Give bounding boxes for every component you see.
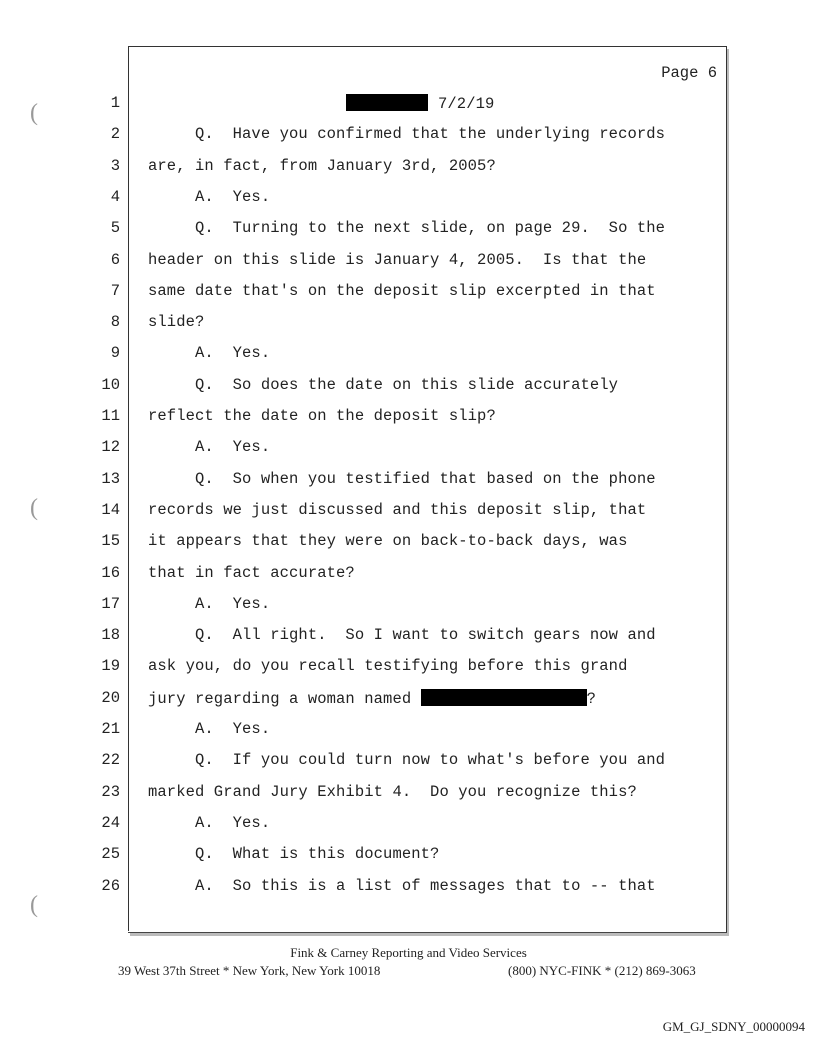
line-text: [148, 125, 665, 143]
line-number: 16: [101, 563, 120, 582]
line-text-content: A. Yes.: [148, 594, 271, 613]
line-text: [148, 501, 646, 519]
line-number: 10: [101, 375, 120, 394]
line-number: 24: [101, 813, 120, 832]
line-text-content: are, in fact, from January 3rd, 2005?: [148, 156, 496, 175]
line-text: [148, 344, 270, 362]
transcript-line: [0, 495, 817, 526]
line-text-content: that in fact accurate?: [148, 563, 355, 582]
line-text: [148, 783, 637, 801]
line-text-content: Q. Have you confirmed that the underlying records: [148, 125, 666, 144]
line-text-content: Q. If you could turn now to what's before you and: [148, 751, 666, 770]
line-text: [148, 407, 496, 425]
line-text: [148, 438, 270, 456]
line-number: 18: [101, 626, 120, 645]
footer-phone: (800) NYC-FINK * (212) 869-3063: [508, 963, 696, 978]
line-text: [148, 689, 596, 708]
line-number: 8: [110, 313, 120, 332]
line-number: 2: [110, 125, 120, 144]
line-text: [148, 657, 627, 675]
transcript-line: [0, 526, 817, 557]
transcript-line: [0, 245, 817, 276]
transcript-line: [0, 871, 817, 902]
line-number: 14: [101, 500, 120, 519]
line-text: [148, 282, 656, 300]
line-text: [148, 595, 270, 613]
transcript-line: [0, 464, 817, 495]
transcript-line: [0, 276, 817, 307]
line-text: [148, 219, 665, 237]
line-text: [148, 814, 270, 832]
line-number: 5: [110, 219, 120, 238]
transcript-line: [0, 370, 817, 401]
line-text-content: A. Yes.: [148, 720, 271, 738]
line-text-content: A. Yes.: [148, 438, 271, 457]
line-number: 22: [101, 751, 120, 770]
line-text: [148, 751, 665, 769]
transcript-line: [0, 777, 817, 808]
transcript-line: [0, 589, 817, 620]
line-text: [148, 188, 270, 206]
transcript-line: [0, 88, 817, 119]
line-number: 20: [101, 688, 120, 707]
line-text-content: A. So this is a list of messages that to -- that: [148, 876, 656, 895]
punch-hole-mark: (: [30, 495, 38, 521]
transcript-line: [0, 432, 817, 463]
line-text-content: Q. So when you testified that based on the phone: [148, 469, 656, 488]
line-text-content: A. Yes.: [148, 344, 271, 363]
line-number: 26: [101, 876, 120, 895]
line-text-content: Q. All right. So I want to switch gears now and: [148, 626, 656, 645]
line-text: [148, 157, 496, 175]
transcript-line: [0, 620, 817, 651]
line-number: 17: [101, 594, 120, 613]
redaction-block: [421, 689, 587, 706]
line-text-content: ask you, do you recall testifying before this grand: [148, 657, 628, 676]
line-text: [148, 251, 646, 269]
page-number: Page 6: [661, 64, 717, 82]
line-text-content: slide?: [148, 313, 205, 332]
transcript-line: [0, 558, 817, 589]
transcript-date: 7/2/19: [438, 95, 495, 113]
line-text-content: Q. What is this document?: [148, 845, 440, 864]
transcript-line: [0, 651, 817, 682]
line-number: 6: [110, 250, 120, 269]
line-text: [148, 626, 656, 644]
line-text: [148, 877, 656, 895]
line-number: 25: [101, 845, 120, 864]
transcript-line: [0, 307, 817, 338]
transcript-line: [0, 745, 817, 776]
line-text: [148, 532, 627, 550]
line-text-content: jury regarding a woman named: [148, 689, 421, 708]
punch-hole-mark: (: [30, 100, 38, 126]
line-text-content: marked Grand Jury Exhibit 4. Do you recognize this?: [148, 782, 637, 801]
line-number: 13: [101, 469, 120, 488]
line-text-content: Q. Turning to the next slide, on page 29. So the: [148, 219, 666, 238]
line-text-content: A. Yes.: [148, 813, 271, 832]
footer-company: Fink & Carney Reporting and Video Services: [290, 945, 527, 960]
transcript-line: [0, 808, 817, 839]
line-text: [148, 376, 618, 394]
bates-number: GM_GJ_SDNY_00000094: [662, 1019, 805, 1034]
line-number: 11: [101, 407, 120, 425]
transcript-line: [0, 839, 817, 870]
line-number: 9: [110, 344, 120, 363]
line-text-content: Q. So does the date on this slide accurately: [148, 375, 619, 394]
transcript-line: [0, 683, 817, 714]
line-text-content: reflect the date on the deposit slip?: [148, 407, 496, 425]
line-number: 12: [101, 438, 120, 457]
line-text-content: same date that's on the deposit slip excerpted in that: [148, 281, 656, 300]
line-number: 23: [101, 782, 120, 801]
transcript-line: [0, 338, 817, 369]
line-text: [148, 564, 355, 582]
transcript-line: [0, 151, 817, 182]
line-number: 1: [110, 94, 120, 112]
line-number: 4: [110, 187, 120, 206]
line-number: 15: [101, 532, 120, 551]
line-suffix: ?: [586, 689, 597, 708]
line-number: 7: [110, 281, 120, 300]
transcript-line: [0, 119, 817, 150]
line-text-content: A. Yes.: [148, 187, 271, 206]
transcript-line: [0, 401, 817, 432]
line-text: [148, 470, 656, 488]
line-number: 21: [101, 720, 120, 738]
footer-address: 39 West 37th Street * New York, New York 10018: [118, 963, 381, 978]
transcript-line: [0, 213, 817, 244]
line-text-content: it appears that they were on back-to-back days, was: [148, 532, 628, 551]
line-text: [148, 720, 270, 738]
redaction-block: [346, 94, 428, 111]
line-number: 19: [101, 657, 120, 676]
line-number: 3: [110, 156, 120, 175]
line-text: [346, 94, 494, 113]
line-text-content: header on this slide is January 4, 2005. Is that the: [148, 250, 647, 269]
line-text: [148, 845, 439, 863]
transcript-line: [0, 714, 817, 745]
punch-hole-mark: (: [30, 892, 38, 918]
line-text: [148, 313, 204, 331]
line-text-content: records we just discussed and this deposit slip, that: [148, 500, 647, 519]
transcript-line: [0, 182, 817, 213]
